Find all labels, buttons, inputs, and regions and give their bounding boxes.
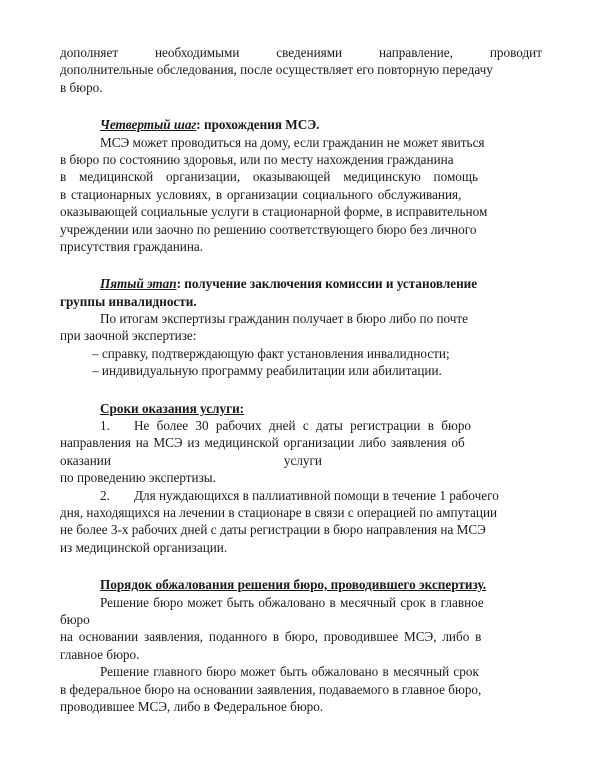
- step4-line: в медицинской организации, оказывающей медицинскую помощь: [60, 169, 479, 185]
- terms-item-2-line: из медицинской организации.: [60, 539, 228, 555]
- intro-word: сведениями: [276, 45, 343, 60]
- terms-item-2-line: не более 3-х рабочих дней с даты регистрации в бюро направления на МСЭ: [60, 522, 486, 538]
- appeal-line: Решение бюро может быть обжаловано в месячный срок в главное: [100, 594, 484, 610]
- step4-heading: [60, 116, 542, 133]
- terms-section: [60, 400, 542, 557]
- step5-heading-line2: группы инвалидности.: [60, 293, 197, 309]
- step4-heading-lead: Четвертый шаг: [100, 117, 197, 133]
- appeal-line: на основании заявления, поданного в бюро, проводившее МСЭ, либо в: [60, 629, 482, 645]
- intro-word: направление,: [378, 45, 453, 60]
- step4-line: оказывающей социальные услуги в стационарной форме, в исправительном: [60, 204, 488, 220]
- terms-item-1: [60, 417, 542, 434]
- step4-line: МСЭ может проводиться на дому, если гражданин не может явиться: [100, 134, 485, 150]
- step5-line: По итогам экспертизы гражданин получает в бюро либо по почте: [100, 311, 469, 327]
- step5-heading: [60, 275, 542, 292]
- step5-list-item: – индивидуальную программу реабилитации или абилитации.: [92, 363, 442, 379]
- step5-list-item: – справку, подтверждающую факт установления инвалидности;: [92, 345, 450, 361]
- step4-line: учреждении или заочно по решению соответствующего бюро без личного: [60, 221, 477, 237]
- terms-heading: Сроки оказания услуги:: [100, 400, 245, 416]
- intro-line-1: [60, 44, 542, 61]
- step5-line: при заочной экспертизе:: [60, 328, 197, 344]
- terms-item-1-line: по проведению экспертизы.: [60, 470, 216, 486]
- intro-line-2: дополнительные обследования, после осуществляет его повторную передачу: [60, 62, 493, 78]
- document-page: [60, 44, 542, 715]
- appeal-section: [60, 576, 542, 715]
- step4-line: в стационарных условиях, в организации социального обслуживания,: [60, 186, 462, 202]
- terms-item-2-number: 2.: [100, 487, 110, 503]
- step4-section: [60, 116, 542, 255]
- appeal-heading: Порядок обжалования решения бюро, проводившего экспертизу.: [100, 577, 487, 593]
- intro-word: необходимыми: [154, 45, 240, 60]
- terms-item-1-line: направления на МСЭ из медицинской организации либо заявления об: [60, 435, 465, 451]
- terms-item-2-line: дня, находящихся на лечении в стационаре в связи с операцией по ампутации: [60, 504, 498, 520]
- terms-item-1-word: услуги: [283, 452, 322, 468]
- intro-word: дополняет: [60, 45, 119, 60]
- step4-line: в бюро по состоянию здоровья, или по месту нахождения гражданина: [60, 151, 454, 167]
- appeal-line: в федеральное бюро на основании заявления, подаваемого в главное бюро,: [60, 681, 482, 697]
- step5-heading-rest: : получение заключения комиссии и установление: [176, 276, 478, 292]
- step5-heading-lead: Пятый этап: [100, 276, 177, 292]
- terms-item-1-number: 1.: [100, 418, 110, 434]
- terms-item-2: [60, 487, 542, 504]
- step4-heading-rest: : прохождения МСЭ.: [196, 117, 320, 133]
- terms-item-1-word: оказании: [60, 452, 111, 468]
- appeal-line: проводившее МСЭ, либо в Федеральное бюро.: [60, 698, 324, 714]
- intro-paragraph: [60, 44, 542, 96]
- step5-section: [60, 275, 542, 379]
- terms-item-1-text: Не более 30 рабочих дней с даты регистрации в бюро: [134, 418, 472, 434]
- terms-item-2-text: Для нуждающихся в паллиативной помощи в течение 1 рабочего: [134, 487, 499, 503]
- appeal-line: главное бюро.: [60, 646, 140, 662]
- terms-item-1-line: [60, 452, 542, 469]
- intro-line-3: в бюро.: [60, 79, 103, 95]
- appeal-line: бюро: [60, 611, 90, 627]
- step4-line: присутствия гражданина.: [60, 238, 204, 254]
- appeal-line: Решение главного бюро может быть обжаловано в месячный срок: [100, 664, 479, 680]
- intro-word: проводит: [489, 45, 542, 60]
